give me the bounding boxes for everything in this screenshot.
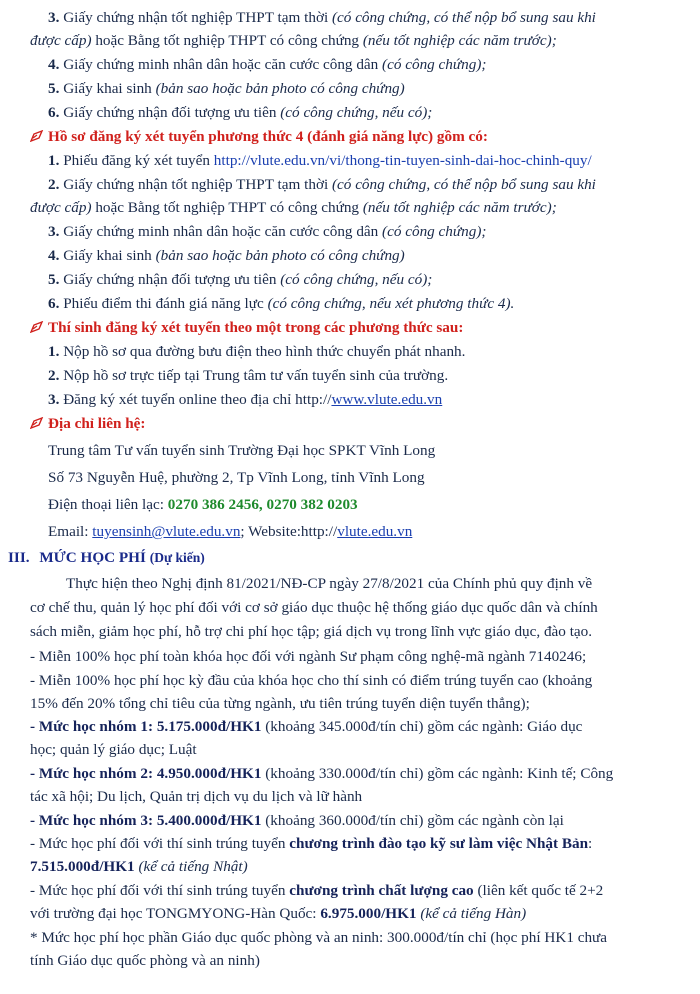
pt4-item-4: 4. Giấy khai sinh (bản sao hoặc bản photo có công chứng) [48, 247, 405, 264]
pt4-item-6: 6. Phiếu điểm thi đánh giá năng lực (có công chứng, nếu xét phương thức 4). [48, 295, 515, 312]
fee-waiver-2-cont: 15% đến 20% tổng chỉ tiêu của từng ngành, ưu tiên trúng tuyển diện tuyển thẳng); [30, 695, 530, 712]
pt4-item-2-cont: được cấp) hoặc Bằng tốt nghiệp THPT có công chứng (nếu tốt nghiệp các năm trước); [30, 199, 557, 216]
fee-defense-education: * Mức học phí học phần Giáo dục quốc phòng và an ninh: 300.000đ/tín chỉ (học phí HK1 chưa [30, 929, 608, 946]
method-1: 1. Nộp hồ sơ qua đường bưu điện theo hình thức chuyển phát nhanh. [48, 343, 466, 360]
method-3: 3. Đăng ký xét tuyển online theo địa chỉ http://www.vlute.edu.vn [48, 391, 443, 408]
email-link[interactable]: tuyensinh@vlute.edu.vn [92, 523, 241, 540]
heading-submit-methods: Thí sinh đăng ký xét tuyển theo một trong các phương thức sau: [30, 318, 463, 338]
req-item-4: 4. Giấy chứng minh nhân dân hoặc căn cước công dân (có công chứng); [48, 56, 487, 73]
contact-phone: Điện thoại liên lạc: 0270 386 2456, 0270 382 0203 [48, 496, 358, 513]
req-item-5: 5. Giấy khai sinh (bản sao hoặc bản photo có công chứng) [48, 80, 405, 97]
fee-group-2-cont: tác xã hội; Du lịch, Quản trị dịch vụ du lịch và lữ hành [30, 788, 363, 805]
website-link[interactable]: www.vlute.edu.vn [331, 391, 443, 408]
contact-address: Số 73 Nguyễn Huệ, phường 2, Tp Vĩnh Long, tỉnh Vĩnh Long [48, 469, 425, 486]
fee-japan-program-cont: 7.515.000đ/HK1 (kể cả tiếng Nhật) [30, 858, 248, 875]
req-item-3: 3. Giấy chứng nhận tốt nghiệp THPT tạm thời (có công chứng, có thể nộp bổ sung sau khi [48, 9, 596, 26]
website-link-2[interactable]: vlute.edu.vn [337, 523, 413, 540]
fee-group-1-cont: học; quản lý giáo dục; Luật [30, 741, 197, 758]
phone-numbers: 0270 386 2456, 0270 382 0203 [167, 496, 358, 513]
req-item-3-cont: được cấp) hoặc Bằng tốt nghiệp THPT có công chứng (nếu tốt nghiệp các năm trước); [30, 32, 557, 49]
fee-group-2: - Mức học nhóm 2: 4.950.000đ/HK1 (khoảng 330.000đ/tín chỉ) gồm các ngành: Kinh tế; Công [30, 765, 614, 782]
req-item-6: 6. Giấy chứng nhận đối tượng ưu tiên (có công chứng, nếu có); [48, 104, 433, 121]
fees-intro-1: Thực hiện theo Nghị định 81/2021/NĐ-CP ngày 27/8/2021 của Chính phủ quy định về [66, 575, 593, 592]
fee-waiver-1: - Miễn 100% học phí toàn khóa học đối với ngành Sư phạm công nghệ-mã ngành 7140246; [30, 648, 587, 665]
method-2: 2. Nộp hồ sơ trực tiếp tại Trung tâm tư vấn tuyển sinh của trường. [48, 367, 449, 384]
fee-group-1: - Mức học nhóm 1: 5.175.000đ/HK1 (khoảng 345.000đ/tín chỉ) gồm các ngành: Giáo dục [30, 718, 583, 735]
pt4-item-1: 1. Phiếu đăng ký xét tuyển http://vlute.edu.vn/vi/thong-tin-tuyen-sinh-dai-hoc-chinh-quy/ [48, 152, 592, 169]
fee-japan-program: - Mức học phí đối với thí sinh trúng tuyển chương trình đào tạo kỹ sư làm việc Nhật Bản: [30, 835, 593, 852]
fee-high-quality-program-cont: với trường đại học TONGMYONG-Hàn Quốc: 6.975.000/HK1 (kể cả tiếng Hàn) [30, 905, 527, 922]
contact-org: Trung tâm Tư vấn tuyển sinh Trường Đại học SPKT Vĩnh Long [48, 442, 436, 459]
registration-link[interactable]: http://vlute.edu.vn/vi/thong-tin-tuyen-sinh-dai-hoc-chinh-quy/ [213, 152, 592, 169]
section-3-heading: III. MỨC HỌC PHÍ (Dự kiến) [8, 549, 205, 566]
fees-intro-3: sách miễn, giảm học phí, hỗ trợ chi phí học tập; giá dịch vụ trong lĩnh vực giáo dục, đào tạo. [30, 623, 593, 640]
fee-defense-education-cont: tính Giáo dục quốc phòng và an ninh) [30, 952, 260, 969]
fee-high-quality-program: - Mức học phí đối với thí sinh trúng tuyển chương trình chất lượng cao (liên kết quốc tế 2+2 [30, 882, 604, 899]
pen-icon [30, 130, 44, 142]
heading-contact: Địa chỉ liên hệ: [30, 414, 145, 434]
pt4-item-3: 3. Giấy chứng minh nhân dân hoặc căn cước công dân (có công chứng); [48, 223, 487, 240]
fee-group-3: - Mức học nhóm 3: 5.400.000đ/HK1 (khoảng 360.000đ/tín chỉ) gồm các ngành còn lại [30, 812, 564, 829]
heading-method-4: Hồ sơ đăng ký xét tuyển phương thức 4 (đánh giá năng lực) gồm có: [30, 127, 488, 147]
fees-intro-2: cơ chế thu, quản lý học phí đối với cơ sở giáo dục thuộc hệ thống giáo dục quốc dân và chính [30, 599, 598, 616]
contact-email: Email: tuyensinh@vlute.edu.vn; Website:http://vlute.edu.vn [48, 523, 413, 540]
pt4-item-5: 5. Giấy chứng nhận đối tượng ưu tiên (có công chứng, nếu có); [48, 271, 433, 288]
pen-icon [30, 417, 44, 429]
pen-icon [30, 321, 44, 333]
pt4-item-2: 2. Giấy chứng nhận tốt nghiệp THPT tạm thời (có công chứng, có thể nộp bổ sung sau khi [48, 176, 596, 193]
fee-waiver-2: - Miễn 100% học phí học kỳ đầu của khóa học cho thí sinh có điểm trúng tuyển cao (khoảng [30, 672, 593, 689]
